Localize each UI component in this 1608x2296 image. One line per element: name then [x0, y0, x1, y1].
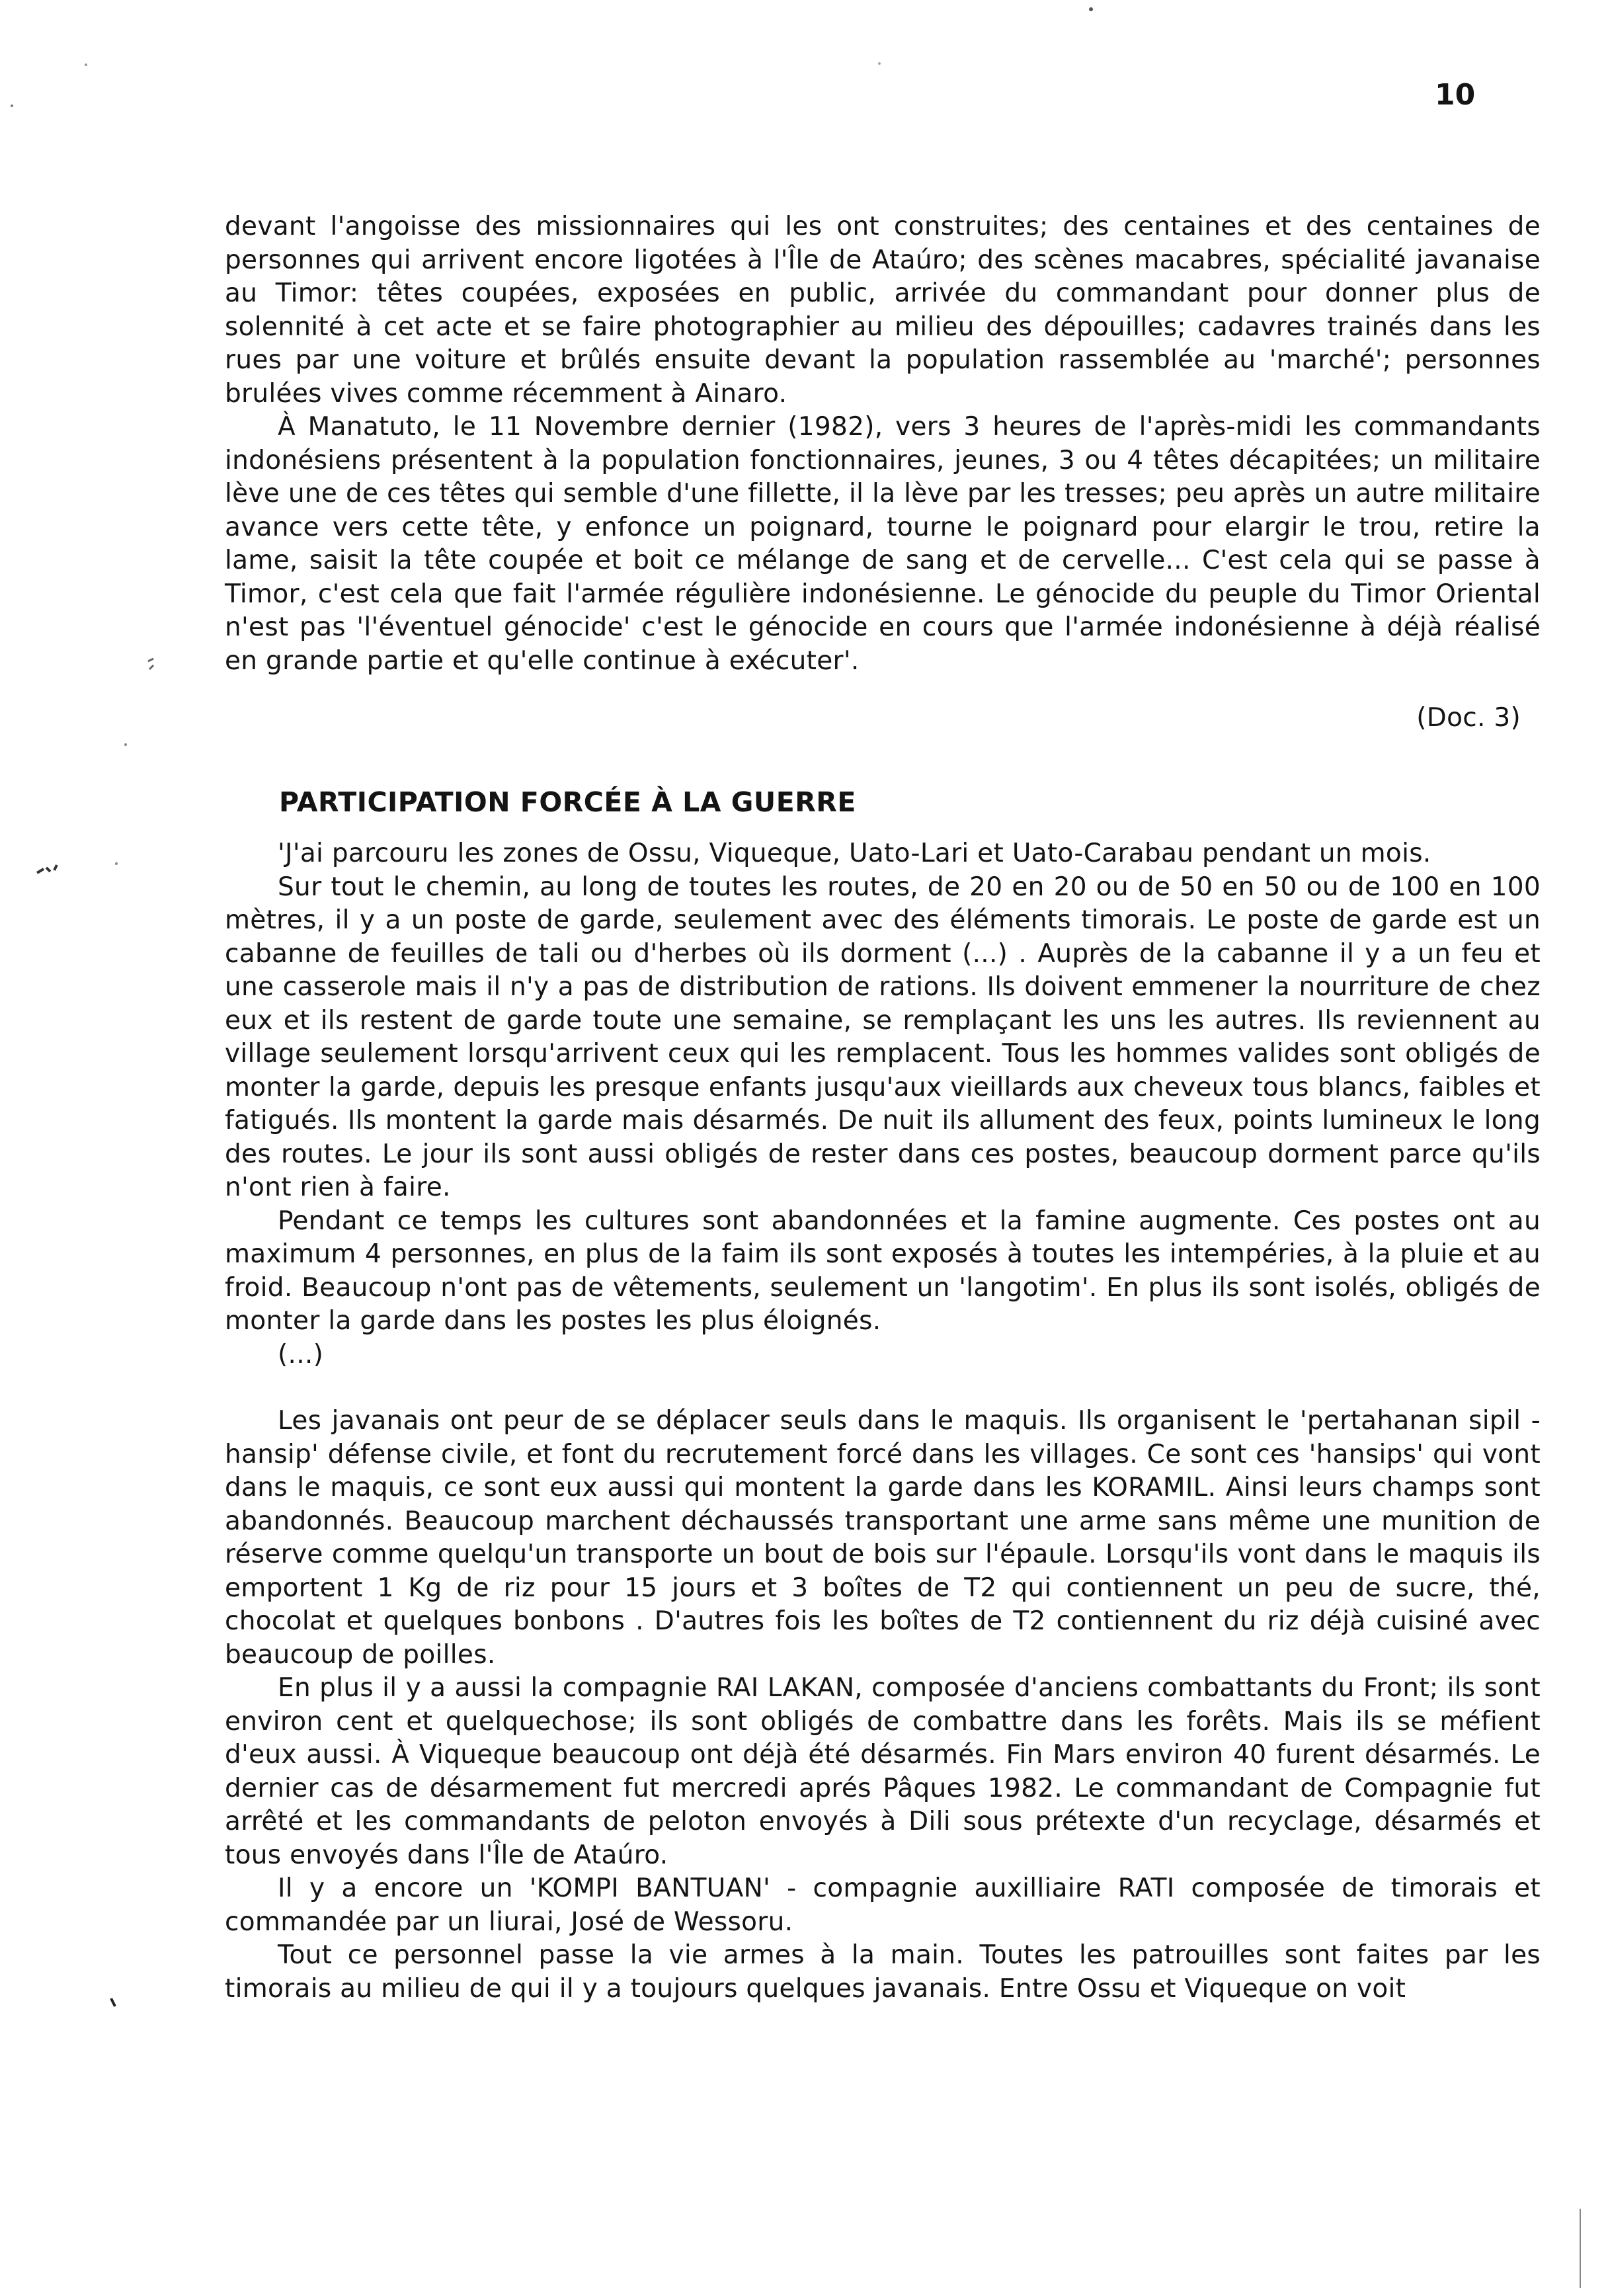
paragraph: Tout ce personnel passe la vie armes à la main. Toutes les patrouilles sont faites par les timorais au milieu de qui il y a toujours quelques javanais. Entre Ossu et Viqueque on voit	[225, 1940, 1541, 2004]
page-number: 10	[1435, 78, 1476, 112]
document-body	[225, 210, 1541, 2006]
section-title: PARTICIPATION FORCÉE À LA GUERRE	[279, 786, 856, 818]
paragraph: Il y a encore un 'KOMPI BANTUAN' - compagnie auxilliaire RATI composée de timorais et commandée par un liurai, José de Wessoru.	[225, 1873, 1541, 1937]
paragraph: À Manatuto, le 11 Novembre dernier (1982), vers 3 heures de l'après-midi les commandants indonésiens présentent à la population fonctionnaires, jeunes, 3 ou 4 têtes décapitées; un militaire lève une de ces têtes qui semble d'une fillette, il la lève par les tresses; peu après un autre militaire avance vers cette tête, y enfonce un poignard, tourne le poignard pour elargir le trou, retire la lame, saisit la tête coupée et boit ce mélange de sang et de cervelle... C'est cela qui se passe à Timor, c'est cela que fait l'armée régulière indonésienne. Le génocide du peuple du Timor Oriental n'est pas 'l'éventuel génocide' c'est le génocide en cours que l'armée indonésienne à déjà réalisé en grande partie et qu'elle continue à exécuter'.	[225, 412, 1541, 676]
paragraph: Pendant ce temps les cultures sont abandonnées et la famine augmente. Ces postes ont au maximum 4 personnes, en plus de la faim ils sont exposés à toutes les intempéries, à la pluie et au froid. Beaucoup n'ont pas de vêtements, seulement un 'langotim'. En plus ils sont isolés, obligés de monter la garde dans les postes les plus éloignés.	[225, 1206, 1541, 1336]
paragraph: devant l'angoisse des missionnaires qui les ont construites; des centaines et des centaines de personnes qui arrivent encore ligotées à l'Île de Ataúro; des scènes macabres, spécialité javanaise au Timor: têtes coupées, exposées en public, arrivée du commandant pour donner plus de solennité à cet acte et se faire photographier au milieu des dépouilles; cadavres trainés dans les rues par une voiture et brûlés ensuite devant la population rassemblée au 'marché'; personnes brulées vives comme récemment à Ainaro.	[225, 212, 1541, 409]
paragraph: Sur tout le chemin, au long de toutes les routes, de 20 en 20 ou de 50 en 50 ou de 100 en 100 mètres, il y a un poste de garde, seulement avec des éléments timorais. Le poste de garde est un cabanne de feuilles de tali ou d'herbes où ils dorment (...) . Auprès de la cabanne il y a un feu et une casserole mais il n'y a pas de distribution de rations. Ils doivent emmener la nourriture de chez eux et ils restent de garde toute une semaine, se remplaçant les uns les autres. Ils reviennent au village seulement lorsqu'arrivent ceux qui les remplacent. Tous les hommes valides sont obligés de monter la garde, depuis les presque enfants jusqu'aux vieillards aux cheveux tous blancs, faibles et fatigués. Ils montent la garde mais désarmés. De nuit ils allument des feux, points lumineux le long des routes. Le jour ils sont aussi obligés de rester dans ces postes, beaucoup dorment parce qu'ils n'ont rien à faire.	[225, 872, 1541, 1202]
paragraph: 'J'ai parcouru les zones de Ossu, Viqueque, Uato-Lari et Uato-Carabau pendant un mois.	[278, 839, 1431, 868]
ellipsis: (...)	[278, 1339, 324, 1370]
document-reference: (Doc. 3)	[1416, 703, 1521, 733]
paragraph: Les javanais ont peur de se déplacer seuls dans le maquis. Ils organisent le 'pertahanan sipil - hansip' défense civile, et font du recrutement forcé dans les villages. Ce sont ces 'hansips' qui vont dans le maquis, ce sont eux aussi qui montent la garde dans les KORAMIL. Ainsi leurs champs sont abandonnés. Beaucoup marchent déchaussés transportant une arme sans même une munition de réserve comme quelqu'un transporte un bout de bois sur l'épaule. Lorsqu'ils vont dans le maquis ils emportent 1 Kg de riz pour 15 jours et 3 boîtes de T2 qui contiennent un peu de sucre, thé, chocolat et quelques bonbons . D'autres fois les boîtes de T2 contiennent du riz déjà cuisiné avec beaucoup de poilles.	[225, 1406, 1541, 1670]
paragraph: En plus il y a aussi la compagnie RAI LAKAN, composée d'anciens combattants du Front; ils sont environ cent et quelquechose; ils sont obligés de combattre dans les forêts. Mais ils se méfient d'eux aussi. À Viqueque beaucoup ont déjà été désarmés. Fin Mars environ 40 furent désarmés. Le dernier cas de désarmement fut mercredi aprés Pâques 1982. Le commandant de Compagnie fut arrêté et les commandants de peloton envoyés à Dili sous prétexte d'un recyclage, désarmés et tous envoyés dans l'Île de Ataúro.	[225, 1673, 1541, 1870]
